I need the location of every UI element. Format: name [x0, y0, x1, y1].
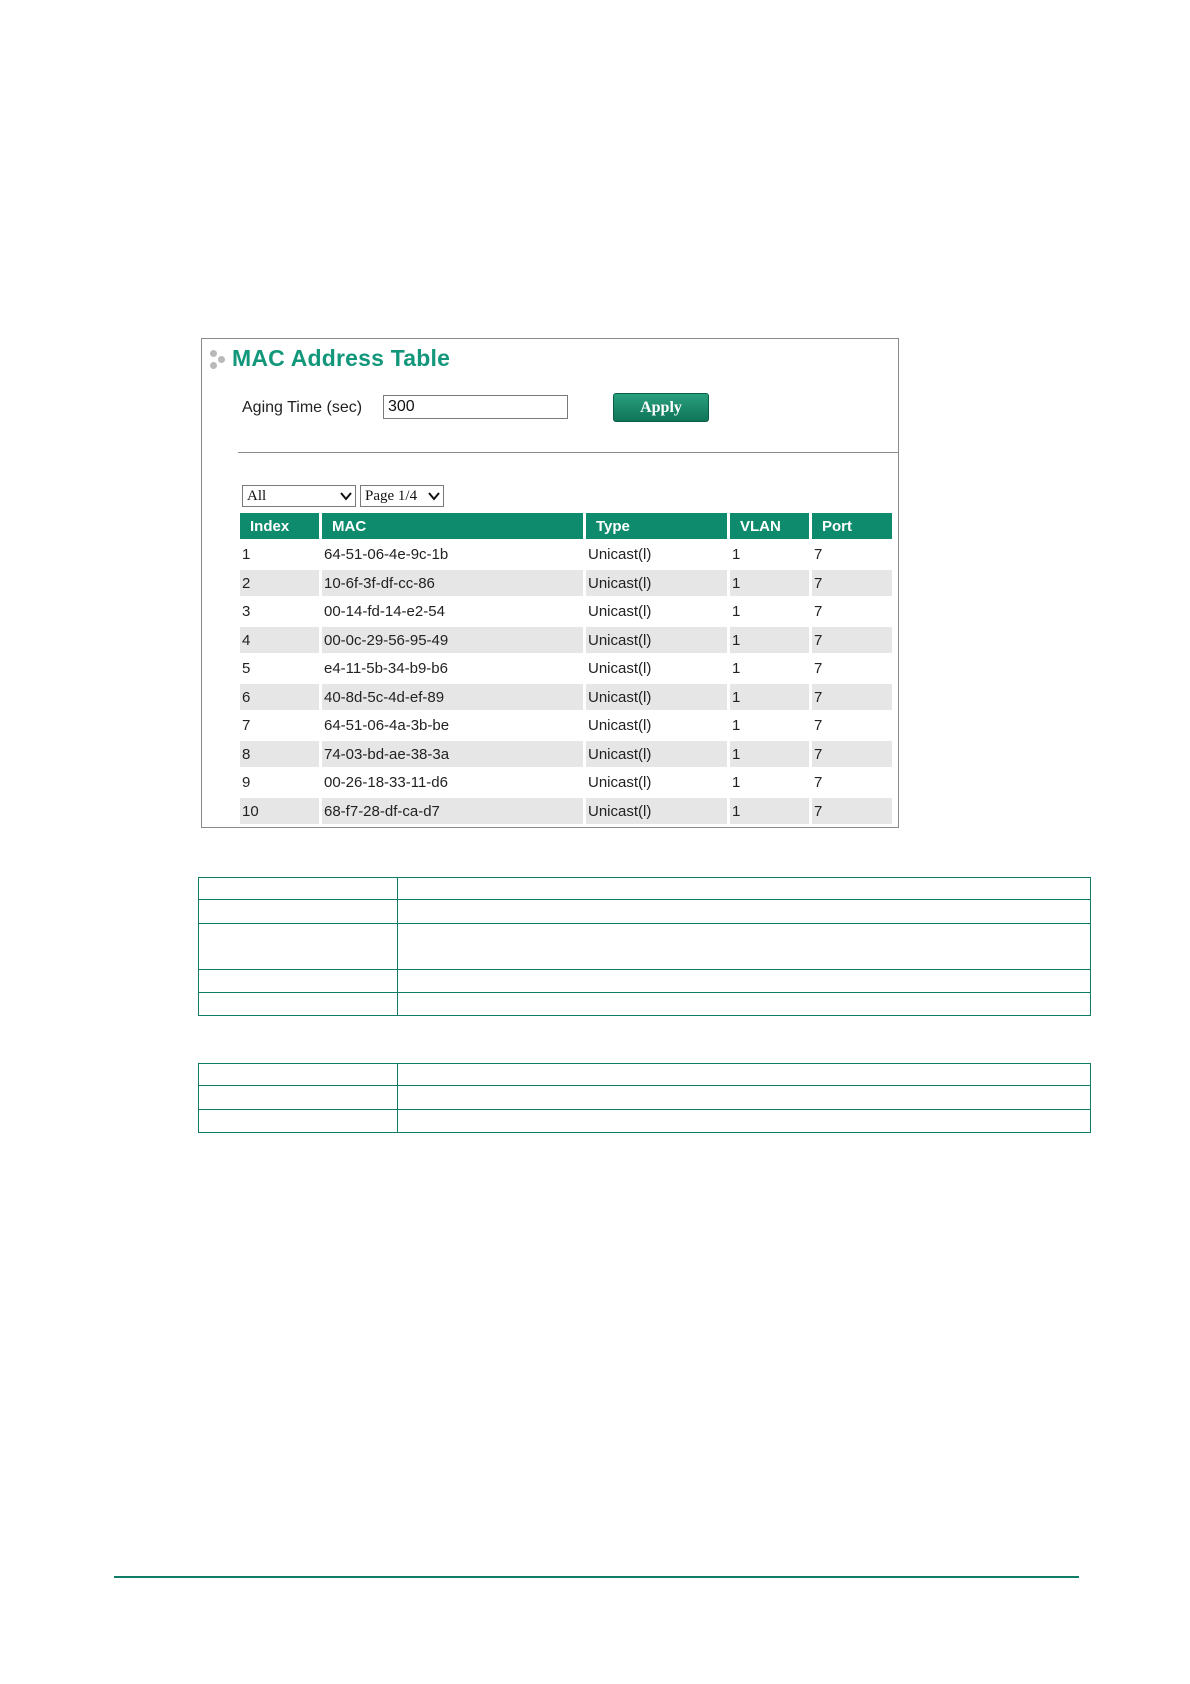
cell-port: 7 — [812, 684, 892, 710]
cell-port: 7 — [814, 546, 823, 563]
cell-vlan: 1 — [732, 774, 741, 791]
dots-icon — [208, 346, 230, 370]
description-table-1 — [198, 877, 1091, 1016]
desc-row — [199, 970, 1090, 993]
aging-time-input[interactable] — [383, 395, 568, 419]
table-row — [240, 798, 892, 827]
cell-type: Unicast(l) — [588, 603, 652, 620]
cell-port: 7 — [812, 570, 892, 596]
cell-vlan: 1 — [732, 717, 741, 734]
cell-index: 4 — [240, 627, 319, 653]
desc-row — [199, 993, 1090, 1015]
cell-type: Unicast(l) — [586, 798, 727, 824]
table-row — [240, 741, 892, 770]
page-select-value: Page 1/4 — [365, 487, 418, 504]
table-row — [240, 713, 892, 742]
description-table-2 — [198, 1063, 1091, 1133]
header-index[interactable]: Index — [240, 513, 319, 539]
cell-index: 6 — [240, 684, 319, 710]
cell-vlan: 1 — [732, 546, 741, 563]
cell-port: 7 — [814, 774, 823, 791]
cell-port: 7 — [812, 798, 892, 824]
cell-type: Unicast(l) — [586, 627, 727, 653]
cell-mac: 10-6f-3f-df-cc-86 — [322, 570, 583, 596]
header-type[interactable]: Type — [586, 513, 727, 539]
cell-vlan: 1 — [732, 660, 741, 677]
header-mac[interactable]: MAC — [322, 513, 583, 539]
cell-port: 7 — [812, 741, 892, 767]
cell-mac: e4-11-5b-34-b9-b6 — [324, 660, 448, 677]
desc-row — [199, 924, 1090, 970]
table-row — [240, 656, 892, 685]
cell-vlan: 1 — [730, 684, 809, 710]
cell-vlan: 1 — [732, 603, 741, 620]
page-select[interactable] — [360, 485, 444, 507]
cell-index: 5 — [242, 660, 251, 677]
table-row — [240, 599, 892, 628]
apply-button[interactable]: Apply — [613, 393, 709, 422]
chevron-down-icon — [428, 491, 440, 501]
desc-row — [199, 1064, 1090, 1086]
cell-index: 8 — [240, 741, 319, 767]
table-header-row — [240, 513, 892, 542]
table-row — [240, 684, 892, 713]
mac-address-table-panel — [201, 338, 899, 828]
cell-index: 1 — [242, 546, 251, 563]
cell-port: 7 — [812, 627, 892, 653]
cell-port: 7 — [814, 660, 823, 677]
filter-select[interactable] — [242, 485, 356, 507]
desc-row — [199, 1110, 1090, 1132]
divider — [238, 452, 899, 453]
cell-vlan: 1 — [730, 570, 809, 596]
cell-mac: 40-8d-5c-4d-ef-89 — [322, 684, 583, 710]
cell-type: Unicast(l) — [588, 774, 652, 791]
cell-mac: 00-26-18-33-11-d6 — [324, 774, 448, 791]
cell-mac: 64-51-06-4a-3b-be — [324, 717, 450, 734]
cell-type: Unicast(l) — [586, 741, 727, 767]
desc-row — [199, 900, 1090, 924]
cell-type: Unicast(l) — [588, 717, 652, 734]
cell-mac: 68-f7-28-df-ca-d7 — [322, 798, 583, 824]
chevron-down-icon — [340, 491, 352, 501]
cell-index: 7 — [242, 717, 251, 734]
page-title: MAC Address Table — [232, 344, 451, 371]
cell-mac: 64-51-06-4e-9c-1b — [324, 546, 449, 563]
desc-row — [199, 1086, 1090, 1110]
cell-index: 3 — [242, 603, 251, 620]
cell-vlan: 1 — [730, 798, 809, 824]
cell-vlan: 1 — [730, 627, 809, 653]
table-row — [240, 542, 892, 571]
cell-index: 9 — [242, 774, 251, 791]
desc-row — [199, 878, 1090, 900]
header-vlan[interactable]: VLAN — [730, 513, 809, 539]
cell-port: 7 — [814, 603, 823, 620]
panel-title-row — [208, 343, 450, 373]
cell-vlan: 1 — [730, 741, 809, 767]
cell-mac: 74-03-bd-ae-38-3a — [322, 741, 583, 767]
mac-table — [240, 513, 892, 827]
cell-mac: 00-14-fd-14-e2-54 — [324, 603, 445, 620]
cell-port: 7 — [814, 717, 823, 734]
footer-line — [114, 1576, 1079, 1578]
cell-index: 2 — [240, 570, 319, 596]
cell-mac: 00-0c-29-56-95-49 — [322, 627, 583, 653]
cell-index: 10 — [240, 798, 319, 824]
filter-select-value: All — [247, 487, 267, 504]
aging-time-label: Aging Time (sec) — [242, 399, 363, 416]
cell-type: Unicast(l) — [586, 684, 727, 710]
cell-type: Unicast(l) — [588, 660, 652, 677]
table-row — [240, 770, 892, 799]
cell-type: Unicast(l) — [588, 546, 652, 563]
table-row — [240, 570, 892, 599]
header-port[interactable]: Port — [812, 513, 892, 539]
table-row — [240, 627, 892, 656]
cell-type: Unicast(l) — [586, 570, 727, 596]
